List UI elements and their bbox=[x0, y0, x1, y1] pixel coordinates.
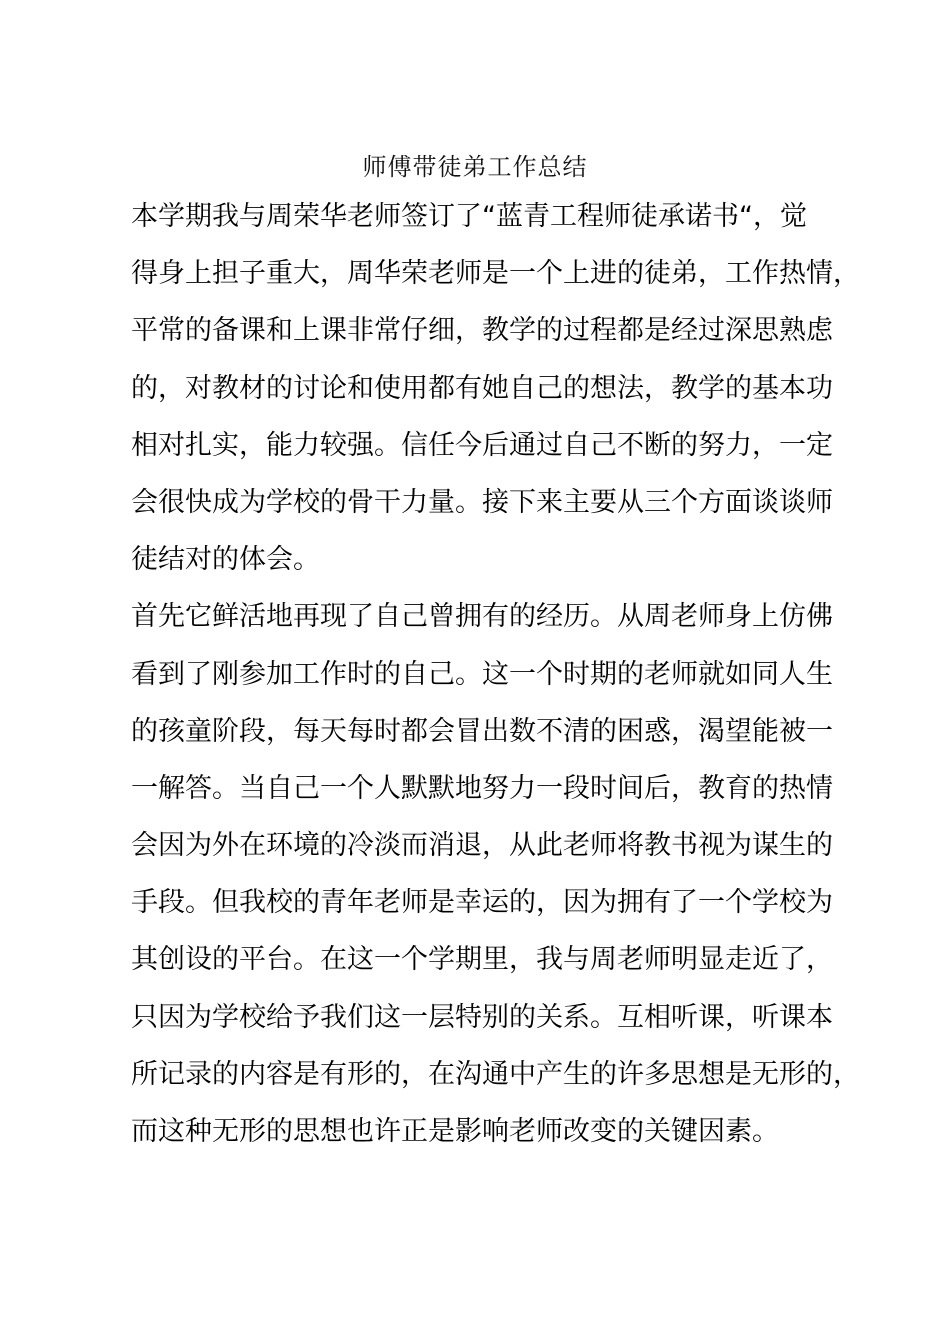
body-line: 相对扎实，能力较强。信任今后通过自己不断的努力，一定 bbox=[131, 429, 833, 461]
body-line: 一解答。当自己一个人默默地努力一段时间后，教育的热情 bbox=[131, 772, 833, 804]
body-line: 会很快成为学校的骨干力量。接下来主要从三个方面谈谈师 bbox=[131, 486, 833, 518]
body-line: 的，对教材的讨论和使用都有她自己的想法，教学的基本功 bbox=[131, 372, 833, 404]
body-line: 首先它鲜活地再现了自己曾拥有的经历。从周老师身上仿佛 bbox=[131, 601, 833, 633]
body-line: 的孩童阶段，每天每时都会冒出数不清的困惑，渴望能被一 bbox=[131, 715, 833, 747]
body-line: 平常的备课和上课非常仔细，教学的过程都是经过深思熟虑 bbox=[131, 315, 833, 347]
body-line: 手段。但我校的青年老师是幸运的，因为拥有了一个学校为 bbox=[131, 887, 833, 919]
body-line: 看到了刚参加工作时的自己。这一个时期的老师就如同人生 bbox=[131, 658, 833, 690]
body-line: 得身上担子重大，周华荣老师是一个上进的徒弟，工作热情， bbox=[131, 258, 860, 290]
body-line: 本学期我与周荣华老师签订了“蓝青工程师徒承诺书“，觉 bbox=[131, 201, 807, 232]
body-line: 只因为学校给予我们这一层特别的关系。互相听课，听课本 bbox=[131, 1001, 833, 1033]
body-line: 所记录的内容是有形的，在沟通中产生的许多思想是无形的， bbox=[131, 1058, 860, 1090]
body-line: 徒结对的体会。 bbox=[131, 544, 320, 576]
document-body bbox=[131, 188, 860, 1160]
body-line: 会因为外在环境的冷淡而消退，从此老师将教书视为谋生的 bbox=[131, 830, 833, 862]
body-line: 其创设的平台。在这一个学期里，我与周老师明显走近了， bbox=[131, 944, 833, 976]
document-title: 师傅带徒弟工作总结 bbox=[362, 153, 588, 181]
body-line: 而这种无形的思想也许正是影响老师改变的关键因素。 bbox=[131, 1116, 779, 1147]
